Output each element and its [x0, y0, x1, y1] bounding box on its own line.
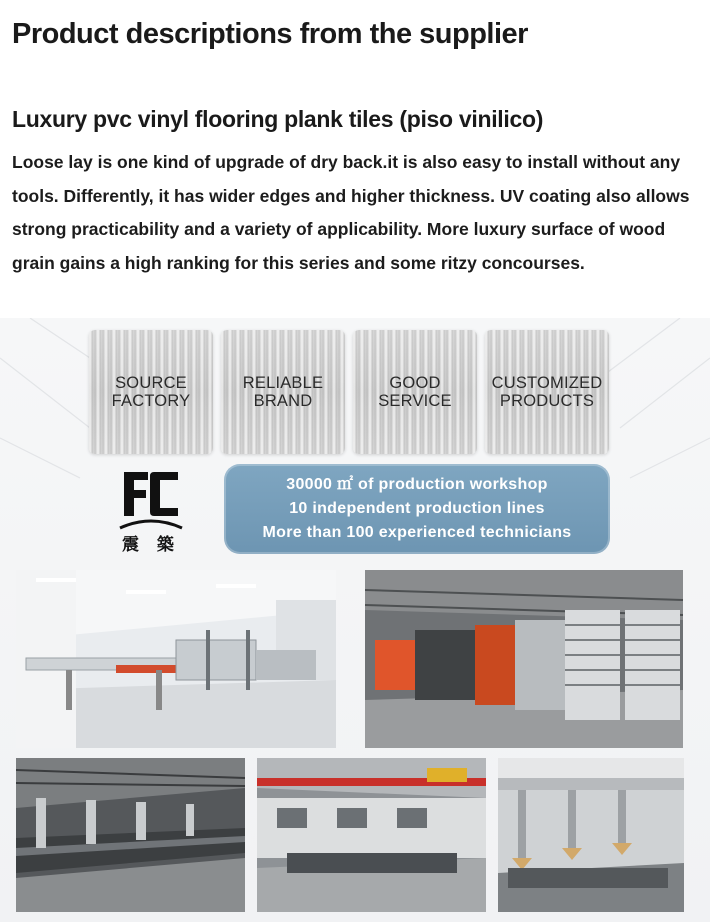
press-machine-photo: [365, 570, 683, 748]
product-description: Loose lay is one kind of upgrade of dry back.it is also easy to install without any tools. Differently, it has wider edges and higher thickness. UV coating also allows strong practicability and a variety of applicability. More luxury surface of wood grain gains a high ranking for this series and some ritzy concourses.: [12, 152, 690, 273]
dust-collector-photo: [498, 758, 684, 912]
stat-workshop-area: 30000 ㎡ of production workshop: [286, 476, 548, 493]
tile-label: RELIABLE BRAND: [242, 374, 324, 410]
stat-technicians: More than 100 experienced technicians: [262, 524, 572, 541]
tile-label: GOOD SERVICE: [378, 374, 452, 410]
page-heading: Product descriptions from the supplier: [12, 18, 528, 50]
feature-tile-customized-products: [485, 330, 609, 454]
stat-production-lines: 10 independent production lines: [289, 500, 545, 517]
tile-label: SOURCE FACTORY: [111, 374, 191, 410]
feature-tile-reliable-brand: [221, 330, 345, 454]
product-title: Luxury pvc vinyl flooring plank tiles (piso vinilico): [12, 106, 544, 132]
feature-tile-source-factory: [89, 330, 213, 454]
factory-banner: [0, 318, 710, 922]
crane-hall-photo: [257, 758, 486, 912]
white-workshop-photo: [16, 570, 336, 748]
logo-characters: 震 築: [122, 535, 180, 555]
production-line-photo: [16, 758, 245, 912]
feature-tile-good-service: [353, 330, 477, 454]
factory-stats-panel: [224, 464, 610, 554]
tile-label: CUSTOMIZED PRODUCTS: [491, 374, 603, 410]
